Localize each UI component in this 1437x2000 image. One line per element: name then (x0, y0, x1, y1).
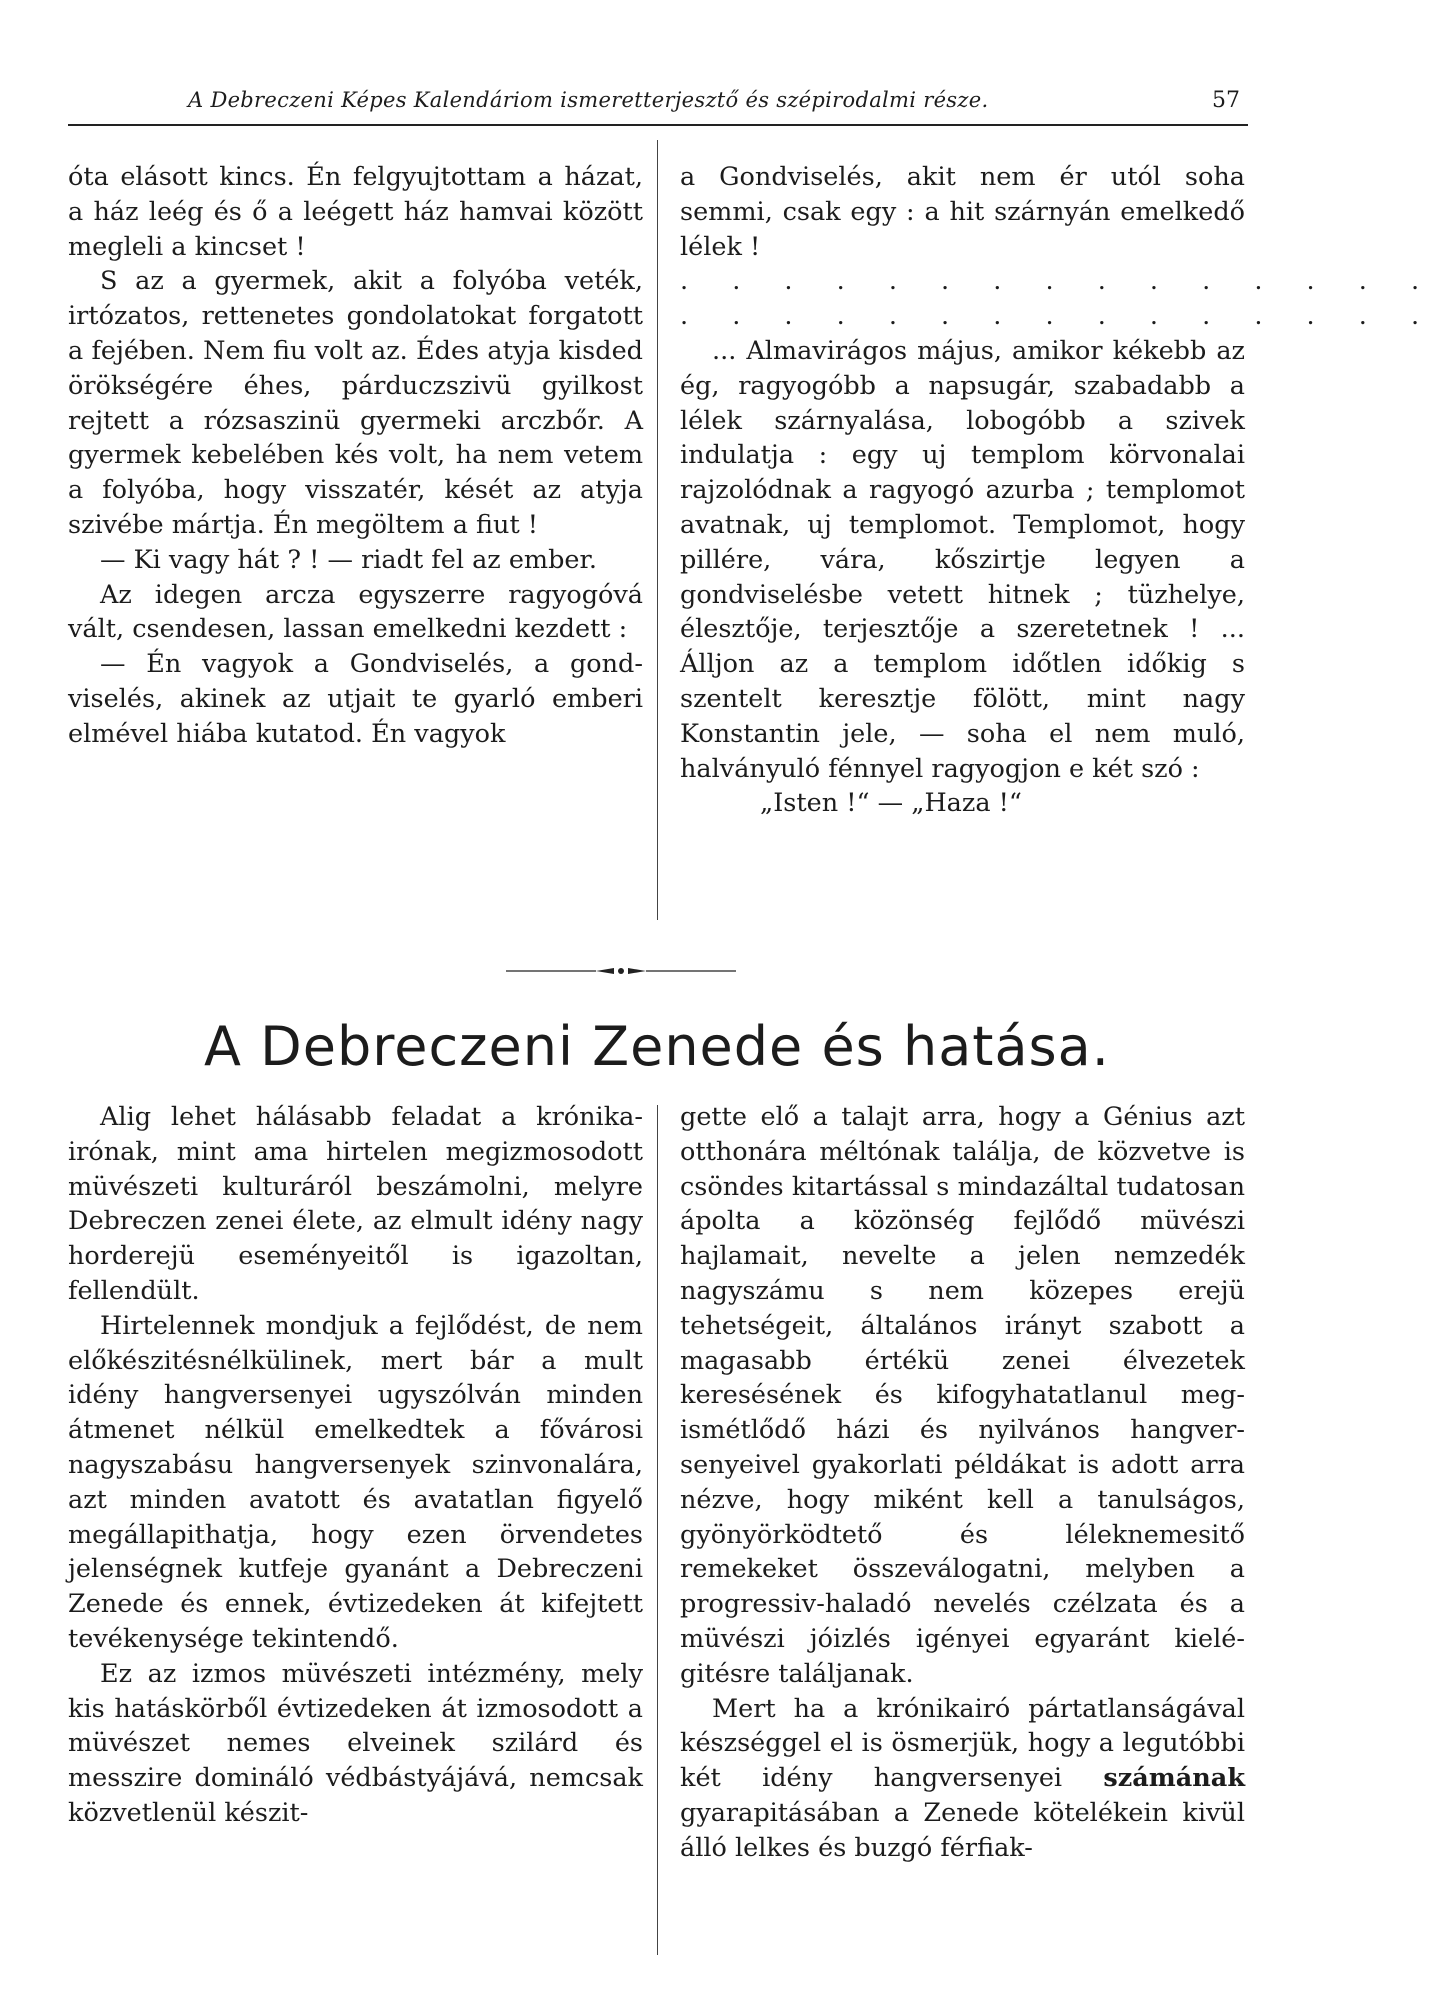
ornamental-separator (506, 965, 736, 977)
paragraph: gette elő a talajt arra, hogy a Génius azt otthonára méltónak találja, de közvetve is csöndes kitartással s mindazáltal tudatosan ápolta a közönség fejlődő müvészi hajlamait, nevelte a jelen nemzedék nagyszámu s nem közepes erejü tehetségeit, általános irányt szabott a magasabb értékü zenei élvezetek keresésének és kifogyhatatlanul megismétlődő házi és nyilvános hangversenyeivel gyakorlati példákat is adott arra nézve, hogy miként kell a tanulságos, gyönyörködtető és léleknemesitő remekeket összeválogatni, melyben a progressiv-haladó nevelés czélzata és a müvészi jóizlés igényei egyaránt kielégitésre találjanak. (680, 1102, 1245, 1689)
paragraph: a Gondviselés, akit nem ér utól soha semmi, csak egy : a hit szárnyán emelkedő lélek ! (680, 162, 1245, 262)
paragraph: S az a gyermek, akit a folyóba veték, irtózatos, rettenetes gondolatokat forgatott a fejében. Nem fiu volt az. Édes atyja kisded örökségére éhes, párduczszivü gyilkost rejtett a rózsaszinü gyermeki arczbőr. A gyermek kebelében kés volt, ha nem vetem a folyóba, hogy visszatér, kését az atyja szivébe mártja. Én megöltem a fiut ! (68, 266, 643, 540)
ellipsis-line: . . . . . . . . . . . . . . . (680, 301, 1437, 332)
paragraph (680, 1692, 1245, 1866)
closing-quote: „Isten !“ — „Haza !“ (760, 788, 1022, 819)
column-divider-bottom (657, 1105, 658, 1955)
running-title: A Debreczeni Képes Kalendáriom ismeretterjesztő és szépirodalmi része. (188, 88, 989, 112)
paragraph: Alig lehet hálásabb feladat a krónikairónak, mint ama hirtelen megizmosodott müvészeti kulturáról beszámolni, melyre Debreczen zenei élete, az elmult idény nagy horderejü eseményeitől is igazoltan, fellendült. (68, 1102, 643, 1306)
story-column-right (680, 160, 1437, 821)
paragraph: — Ki vagy hát ? ! — riadt fel az ember. (100, 544, 598, 575)
paragraph: — Én vagyok a Gondviselés, a gondviselés, akinek az utjait te gyarló emberi elmével hiába kutatod. Én vagyok (68, 649, 643, 749)
paragraph: ... Almavirágos május, amikor kékebb az ég, ragyogóbb a napsugár, szabadabb a lélek szárnyalása, lobogóbb a szivek indulatja : egy uj templom körvonalai rajzolódnak a ragyogó azurba ; templomot avatnak, uj templomot. Templomot, hogy pillére, vára, kőszirtje legyen a gondviselésbe vetett hitnek ; tüzhelye, élesztője, terjesztője a szeretetnek ! ... Álljon az a templom időtlen időkig s szentelt keresztje fölött, mint nagy Konstantin jele, — soha el nem muló, halványuló fénnyel ragyogjon e két szó : (680, 335, 1245, 784)
paragraph: Ez az izmos müvészeti intézmény, mely kis hatáskörből évtizedeken át izmosodott a müvészet nemes elveinek szilárd és messzire domináló védbástyájává, nemcsak közvetlenül készit- (68, 1658, 643, 1828)
paragraph: Hirtelennek mondjuk a fejlődést, de nem előkészitésnélkülinek, mert bár a mult idény hangversenyei ugyszólván minden átmenet nélkül emelkedtek a fővárosi nagyszabásu hangversenyek szinvonalára, azt minden avatott és avatatlan figyelő megállapithatja, hogy ezen örvendetes jelenségnek kutfeje gyanánt a Debreczeni Zenede és ennek, évtizedeken át kifejtett tevékenysége tekintendő. (68, 1310, 643, 1654)
article-column-left (68, 1100, 643, 1831)
page-header (68, 86, 1248, 126)
paragraph: Az idegen arcza egyszerre ragyogóvá vált, csendesen, lassan emelkedni kezdett : (68, 579, 643, 645)
story-column-left (68, 160, 643, 752)
bold-word: számának (1103, 1763, 1245, 1794)
text-run: Mert ha a krónikairó pártatlanságával készséggel el is ösmerjük, hogy a legutóbbi két idény hangversenyei (680, 1693, 1245, 1794)
ellipsis-line: . . . . . . . . . . . . . . . (680, 266, 1437, 297)
page-number: 57 (1212, 88, 1240, 113)
text-run: gyarapitásában a Zenede kötelékein kivül álló lelkes és buzgó férfiak- (680, 1797, 1245, 1863)
column-divider-top (657, 140, 658, 920)
article-title: A Debreczeni Zenede és hatása. (204, 1015, 1110, 1078)
article-column-right (680, 1100, 1245, 1866)
paragraph: óta elásott kincs. Én felgyujtottam a házat, a ház leég és ő a leégett ház hamvai között megleli a kincset ! (68, 162, 643, 262)
